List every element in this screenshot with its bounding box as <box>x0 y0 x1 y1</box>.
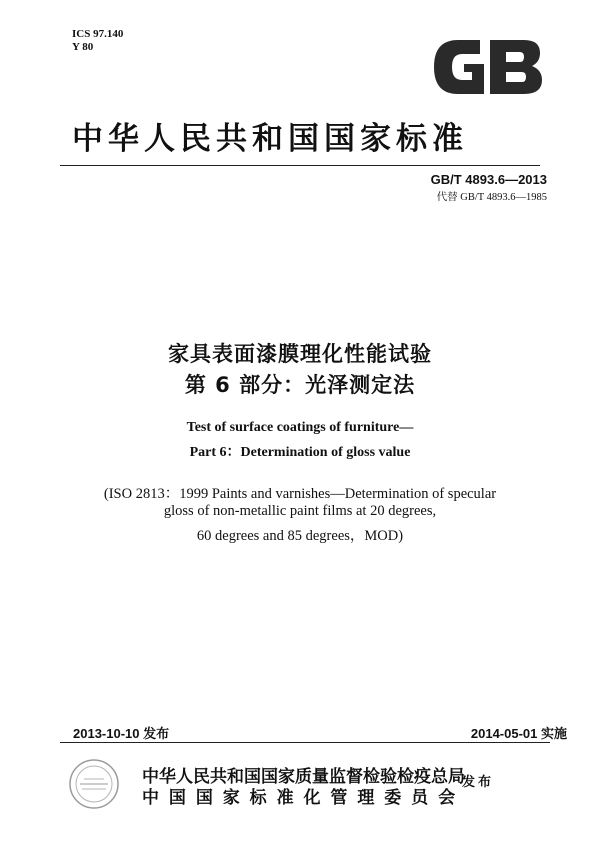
en-title-line2: Part 6：Determination of gloss value <box>189 445 411 460</box>
footer-rule <box>60 742 550 743</box>
anti-counterfeit-seal <box>68 758 120 810</box>
iso-line3: 60 degrees and 85 degrees，MOD) <box>196 528 404 544</box>
gb-logo <box>428 36 546 98</box>
ics-code: ICS 97.140 <box>72 28 124 40</box>
en-title-line1: Test of surface coatings of furniture— <box>186 420 414 435</box>
publish-label: 发布 <box>462 775 495 790</box>
issuing-org-aqsiq: 中华人民共和国国家质量监督检验检疫总局 <box>142 767 465 787</box>
cn-title-line2: 第 6 部分：光泽测定法 <box>184 373 416 397</box>
iso-line2: gloss of non-metallic paint films at 20 degrees, <box>163 503 437 519</box>
issuing-org-sac: 中 国 国 家 标 准 化 管 理 委 员 会 <box>142 788 458 808</box>
classification-codes <box>72 28 123 54</box>
standard-number: GB/T 4893.6—2013 <box>430 172 547 187</box>
replaces-note: 代替 GB/T 4893.6—1985 <box>436 192 547 203</box>
iso-line1: (ISO 2813：1999 Paints and varnishes—Determination of specular <box>103 486 497 502</box>
effective-date: 2014-05-01 实施 <box>470 726 567 741</box>
ccs-code: Y 80 <box>72 41 94 53</box>
header-rule <box>60 165 540 166</box>
standard-title: 中华人民共和国国家标准 <box>72 121 468 157</box>
cn-title-line1: 家具表面漆膜理化性能试验 <box>168 342 432 366</box>
issue-date: 2013-10-10 发布 <box>73 726 170 741</box>
